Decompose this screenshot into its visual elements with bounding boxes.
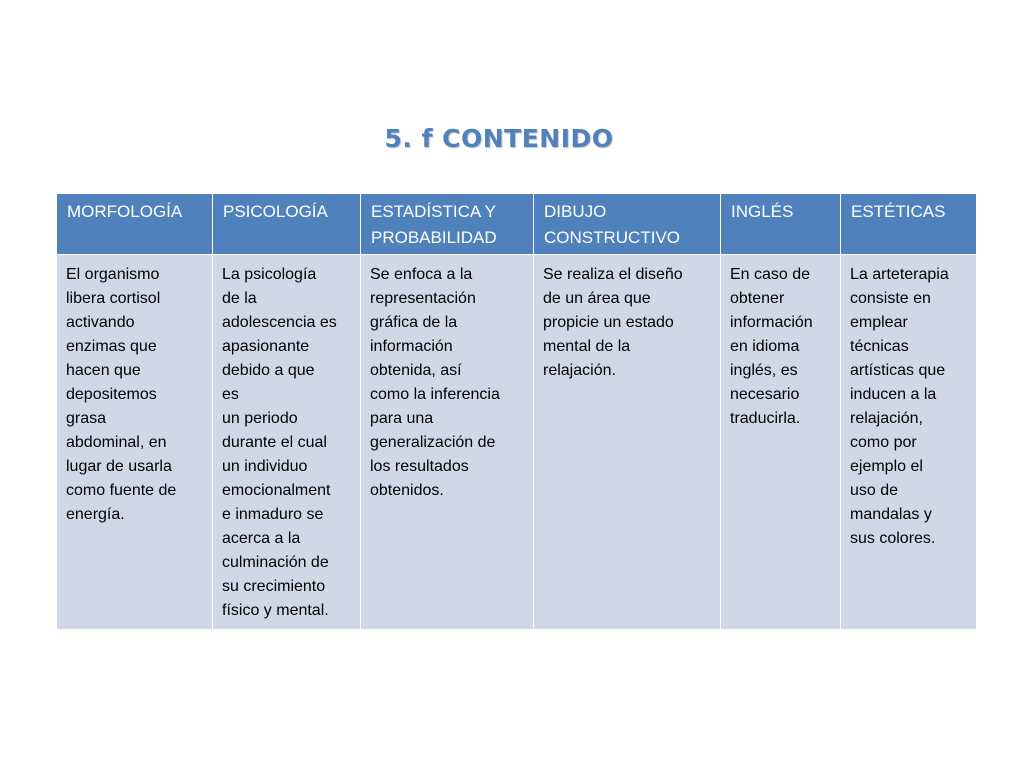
table-header-row: [57, 194, 977, 255]
cell-dibujo-text: Se realiza el diseño de un área que propicie un estado mental de la relajación.: [543, 266, 683, 379]
header-dibujo: DIBUJO CONSTRUCTIVO: [534, 194, 721, 255]
header-psicologia: PSICOLOGÍA: [213, 194, 361, 255]
table-row: [57, 255, 977, 630]
header-morfologia: MORFOLOGÍA: [57, 194, 213, 255]
cell-esteticas-text: La arteterapia consiste en emplear técnicas artísticas que inducen a la relajación, como por ejemplo el uso de mandalas y sus colores.: [850, 266, 949, 547]
slide-title: [0, 124, 1024, 153]
cell-estadistica: [361, 255, 534, 630]
cell-esteticas: [841, 255, 977, 630]
cell-ingles-text: En caso de obtener información en idioma inglés, es necesario traducirla.: [730, 266, 813, 427]
header-estadistica: ESTADÍSTICA Y PROBABILIDAD: [361, 194, 534, 255]
content-table: [56, 193, 977, 630]
header-ingles: INGLÉS: [721, 194, 841, 255]
header-esteticas: ESTÉTICAS: [841, 194, 977, 255]
cell-ingles: [721, 255, 841, 630]
cell-estadistica-text: Se enfoca a la representación gráfica de la información obtenida, así como la inferencia para una generalización de los resultados obtenidos.: [370, 266, 500, 499]
slide-title-text: 5. f CONTENIDO: [384, 124, 614, 153]
cell-morfologia-text: El organismo libera cortisol activando enzimas que hacen que depositemos grasa abdominal, en lugar de usarla como fuente de energía.: [66, 266, 177, 523]
cell-psicologia-text: La psicología de la adolescencia es apasionante debido a que es un periodo durante el cual un individuo emocionalment e inmaduro se acerca a la culminación de su crecimiento físico y mental.: [222, 266, 337, 619]
cell-morfologia: [57, 255, 213, 630]
cell-dibujo: [534, 255, 721, 630]
cell-psicologia: [213, 255, 361, 630]
